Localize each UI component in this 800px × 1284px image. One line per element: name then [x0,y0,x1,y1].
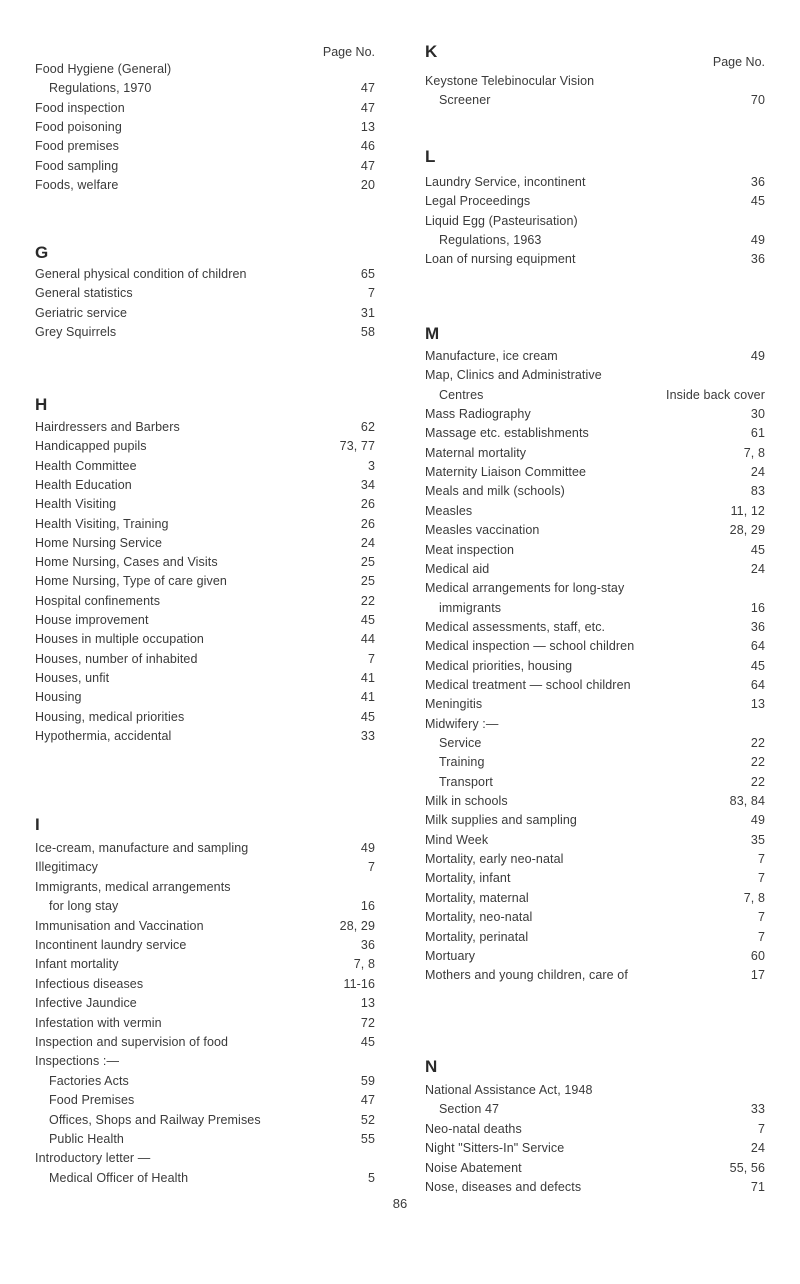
entry-term: Maternal mortality [425,445,527,460]
entry-page-ref: 24 [750,465,765,480]
entry-term: Milk supplies and sampling [425,813,577,828]
entry-term: Food Premises [49,1093,135,1108]
entry-page-ref: 47 [360,100,375,115]
entry-page-ref: 64 [750,639,765,654]
entry-page-ref: 62 [360,420,375,434]
entry-term: Night "Sitters-In" Service [425,1141,565,1156]
entry-page-ref: 11, 12 [730,503,765,518]
index-entry [425,71,765,91]
entry-term: Regulations, 1963 [439,232,542,247]
index-entry [425,423,765,443]
entry-page-ref: 71 [750,1180,765,1194]
index-entry [35,668,375,688]
entry-page-ref: 25 [360,555,375,570]
entry-term: Food inspection [35,100,125,115]
entry-page-ref: 22 [750,774,765,789]
entry-page-ref: 26 [360,516,375,531]
index-entry [425,443,765,463]
entry-term: Nose, diseases and defects [425,1180,582,1194]
entry-term: for long stay [49,899,119,914]
entry-term: Public Health [49,1132,124,1146]
entry-page-ref: 7 [367,860,375,875]
entry-term: Legal Proceedings [425,194,531,209]
entry-term: Mothers and young children, care of [425,968,628,983]
index-entry [425,617,765,637]
section-letter-i: I [35,815,40,834]
index-entry [35,456,375,476]
entry-page-ref: 7 [757,852,765,867]
entry-page-ref: 7, 8 [743,445,765,460]
entry-term: House improvement [35,613,149,627]
entry-term: Inspections :— [35,1054,120,1069]
entry-term: Map, Clinics and Administrative [425,368,602,383]
entry-page-ref: 36 [360,938,375,952]
entry-page-ref: 13 [750,697,765,712]
entry-page-ref: 22 [750,755,765,770]
index-entry [425,211,765,231]
entry-term: Infant mortality [35,957,119,972]
entry-term: Hairdressers and Barbers [35,420,180,434]
entry-term: immigrants [439,600,502,615]
index-entry [35,264,375,284]
entry-page-ref: 47 [360,81,375,96]
index-entry [35,59,375,79]
index-entry [35,175,375,195]
entry-term: Medical inspection — school children [425,639,635,654]
index-entry [35,417,375,437]
entry-page-ref: 24 [750,561,765,576]
index-entry [425,90,765,110]
index-entry [425,810,765,830]
entry-term: Housing, medical priorities [35,709,185,724]
entry-page-ref: 55, 56 [729,1160,765,1175]
entry-term: Introductory letter — [35,1151,151,1166]
index-entry [35,726,375,746]
entry-page-ref: 16 [360,899,375,914]
entry-page-ref: 17 [750,968,765,983]
entry-term: Food sampling [35,158,119,173]
entry-term: Illegitimacy [35,860,99,875]
entry-term: Houses, unfit [35,670,110,685]
entry-term: Hypothermia, accidental [35,728,172,743]
index-entry [425,927,765,947]
index-entry [35,916,375,936]
page-number: 86 [392,1196,408,1211]
entry-page-ref: 20 [360,177,375,192]
entry-page-ref: 45 [360,1035,375,1049]
entry-term: Handicapped pupils [35,439,147,454]
entry-term: Centres [439,387,484,402]
index-entry [35,475,375,495]
index-entry [425,675,765,695]
entry-term: General physical condition of children [35,267,247,281]
entry-page-ref: 7 [367,651,375,666]
index-entry [425,1080,765,1100]
index-entry [35,857,375,877]
index-entry [35,136,375,156]
entry-term: General statistics [35,286,133,301]
entry-term: Mass Radiography [425,407,531,422]
entry-term: Health Committee [35,458,137,473]
entry-page-ref: 22 [750,736,765,750]
section-letter-l: L [425,147,436,166]
entry-term: Mortality, neo-natal [425,910,533,925]
entry-page-ref: 5 [367,1170,375,1185]
entry-term: Mortality, infant [425,871,511,886]
entry-page-ref: 25 [360,574,375,589]
entry-term: Medical arrangements for long-stay [425,581,625,596]
index-entry [425,946,765,966]
entry-term: Offices, Shops and Railway Premises [49,1112,261,1127]
index-entry [35,707,375,727]
entry-page-ref: 7, 8 [743,890,765,905]
entry-page-ref: 44 [360,632,375,647]
index-entry [425,849,765,869]
entry-page-ref: 28, 29 [339,918,375,933]
entry-term: Medical assessments, staff, etc. [425,619,606,634]
section-letter-h: H [35,395,48,414]
index-entry [425,752,765,772]
index-entry [35,1110,375,1130]
entry-term: Mortality, perinatal [425,929,529,944]
index-entry [425,772,765,792]
index-entry [425,346,765,366]
index-entry [35,571,375,591]
index-entry [35,838,375,858]
entry-page-ref: 7 [757,929,765,944]
entry-term: Mortality, early neo-natal [425,852,564,867]
entry-page-ref: 73, 77 [339,439,375,454]
entry-page-ref: 45 [360,709,375,724]
entry-term: Home Nursing Service [35,535,163,550]
entry-term: Infectious diseases [35,976,144,991]
index-entry [425,636,765,656]
entry-term: Medical priorities, housing [425,658,573,673]
entry-page-ref: 47 [360,1093,375,1108]
entry-term: Keystone Telebinocular Vision [425,74,595,88]
entry-term: Section 47 [439,1102,500,1117]
index-entry [35,283,375,303]
entry-term: Service [439,736,482,750]
entry-page-ref: 83 [750,484,765,499]
entry-term: Grey Squirrels [35,324,117,339]
entry-page-ref: 13 [360,996,375,1011]
index-entry [35,591,375,611]
page-no-header: Page No. [322,45,375,59]
entry-page-ref: 45 [750,194,765,209]
index-entry [35,610,375,630]
entry-page-ref: 49 [750,349,765,363]
index-entry [425,656,765,676]
index-entry [35,1071,375,1091]
entry-page-ref: 13 [360,119,375,134]
entry-term: Inspection and supervision of food [35,1035,229,1049]
index-entry [35,78,375,98]
entry-page-ref: 45 [750,658,765,673]
entry-page-ref: 58 [360,324,375,339]
index-entry [35,1051,375,1071]
entry-page-ref: 61 [750,426,765,441]
entry-term: Factories Acts [49,1073,129,1088]
entry-term: Measles [425,503,473,518]
section-letter-k: K [425,42,438,61]
entry-page-ref: 11-16 [343,976,375,991]
entry-term: Houses, number of inhabited [35,651,198,666]
index-entry [35,1148,375,1168]
entry-page-ref: 3 [367,458,375,473]
index-entry [425,888,765,908]
index-entry [35,629,375,649]
entry-term: Medical Officer of Health [49,1170,189,1185]
entry-page-ref: 34 [360,477,375,492]
section-letter-n: N [425,1057,438,1076]
entry-term: Food Hygiene (General) [35,62,172,76]
entry-term: Midwifery :— [425,716,499,731]
index-entry [35,156,375,176]
entry-term: Health Visiting, Training [35,516,169,531]
entry-page-ref: 7, 8 [353,957,375,972]
entry-term: Food premises [35,139,119,154]
entry-page-ref: 52 [360,1112,375,1127]
index-entry [35,1013,375,1033]
index-entry [425,1177,765,1197]
entry-term: Medical treatment — school children [425,677,631,692]
entry-page-ref: 55 [360,1132,375,1146]
index-entry [35,896,375,916]
entry-term: Training [439,755,485,770]
entry-page-ref: 36 [750,619,765,634]
entry-term: Laundry Service, incontinent [425,175,586,189]
entry-page-ref: 35 [750,832,765,847]
index-entry [35,935,375,955]
entry-page-ref: 47 [360,158,375,173]
page-no-header: Page No. [712,55,765,69]
entry-term: Measles vaccination [425,523,540,538]
entry-page-ref: 59 [360,1073,375,1088]
index-entry [425,385,765,405]
entry-page-ref: 49 [360,841,375,855]
index-entry [425,714,765,734]
entry-page-ref: 22 [360,593,375,608]
index-entry [35,436,375,456]
index-entry [425,481,765,501]
index-entry [35,98,375,118]
entry-page-ref: 46 [360,139,375,154]
index-entry [425,172,765,192]
entry-term: Infestation with vermin [35,1015,162,1030]
index-entry [35,494,375,514]
entry-page-ref: 16 [750,600,765,615]
entry-term: Meningitis [425,697,483,712]
index-entry [425,1119,765,1139]
entry-term: Meals and milk (schools) [425,484,565,499]
entry-page-ref: 26 [360,497,375,512]
entry-page-ref: 41 [360,670,375,685]
index-entry [425,404,765,424]
entry-term: Immunisation and Vaccination [35,918,204,933]
index-entry [35,1168,375,1188]
entry-term: Milk in schools [425,794,508,809]
index-entry [35,303,375,323]
entry-term: Meat inspection [425,542,515,557]
index-entry [425,830,765,850]
entry-page-ref: 41 [360,690,375,705]
index-entry [35,1032,375,1052]
index-entry [425,249,765,269]
entry-page-ref: 45 [360,613,375,627]
entry-term: Loan of nursing equipment [425,252,576,267]
index-entry [35,322,375,342]
entry-term: Mortality, maternal [425,890,529,905]
entry-page-ref: 33 [360,728,375,743]
entry-term: Hospital confinements [35,593,161,608]
entry-page-ref: 83, 84 [729,794,765,809]
index-entry [35,514,375,534]
entry-page-ref: 49 [750,232,765,247]
index-entry [35,993,375,1013]
index-entry [35,649,375,669]
entry-term: Geriatric service [35,305,127,320]
entry-term: Food poisoning [35,119,122,134]
entry-page-ref: 65 [360,267,375,281]
index-entry [35,1129,375,1149]
entry-term: Manufacture, ice cream [425,349,558,363]
index-entry [35,687,375,707]
entry-page-ref: Inside back cover [666,387,765,402]
index-entry [35,533,375,553]
entry-term: Health Education [35,477,132,492]
index-entry [425,540,765,560]
entry-term: Incontinent laundry service [35,938,187,952]
entry-term: Infective Jaundice [35,996,137,1011]
index-entry [425,191,765,211]
index-entry [35,954,375,974]
entry-term: Transport [439,774,493,789]
index-entry [425,907,765,927]
index-entry [425,1158,765,1178]
entry-page-ref: 49 [750,813,765,828]
entry-page-ref: 70 [750,93,765,108]
entry-page-ref: 45 [750,542,765,557]
index-entry [35,974,375,994]
index-entry [425,965,765,985]
entry-page-ref: 33 [750,1102,765,1117]
index-entry [425,694,765,714]
entry-term: Housing [35,690,82,705]
entry-term: Home Nursing, Cases and Visits [35,555,218,570]
entry-term: Foods, welfare [35,177,119,192]
index-entry [425,598,765,618]
index-entry [425,578,765,598]
index-entry [425,791,765,811]
entry-term: Neo-natal deaths [425,1121,522,1136]
entry-page-ref: 60 [750,948,765,963]
entry-page-ref: 36 [750,252,765,267]
entry-page-ref: 28, 29 [729,523,765,538]
entry-term: Regulations, 1970 [49,81,152,96]
index-entry [425,559,765,579]
entry-page-ref: 31 [360,305,375,320]
index-entry [425,462,765,482]
index-entry [35,1090,375,1110]
entry-page-ref: 7 [367,286,375,301]
index-entry [425,868,765,888]
entry-term: Screener [439,93,491,108]
index-entry [35,552,375,572]
entry-page-ref: 7 [757,871,765,886]
section-letter-m: M [425,324,440,343]
entry-term: Mind Week [425,832,489,847]
entry-term: Home Nursing, Type of care given [35,574,227,589]
entry-page-ref: 36 [750,175,765,189]
entry-page-ref: 72 [360,1015,375,1030]
index-entry [425,733,765,753]
entry-page-ref: 24 [750,1141,765,1156]
entry-term: Houses in multiple occupation [35,632,204,647]
entry-page-ref: 7 [757,1121,765,1136]
entry-page-ref: 64 [750,677,765,692]
entry-page-ref: 30 [750,407,765,422]
index-entry [425,1099,765,1119]
index-entry [425,365,765,385]
entry-term: Noise Abatement [425,1160,522,1175]
entry-term: Medical aid [425,561,490,576]
entry-page-ref: 7 [757,910,765,925]
entry-term: Health Visiting [35,497,117,512]
entry-term: Ice-cream, manufacture and sampling [35,841,249,855]
index-entry [35,877,375,897]
index-entry [425,520,765,540]
index-entry [425,230,765,250]
entry-term: Mortuary [425,948,476,963]
index-entry [35,117,375,137]
index-entry [425,501,765,521]
entry-term: Maternity Liaison Committee [425,465,587,480]
entry-term: Massage etc. establishments [425,426,589,441]
entry-term: National Assistance Act, 1948 [425,1083,593,1097]
index-entry [425,1138,765,1158]
section-letter-g: G [35,243,49,262]
entry-term: Liquid Egg (Pasteurisation) [425,213,578,228]
entry-page-ref: 24 [360,535,375,550]
entry-term: Immigrants, medical arrangements [35,879,231,894]
